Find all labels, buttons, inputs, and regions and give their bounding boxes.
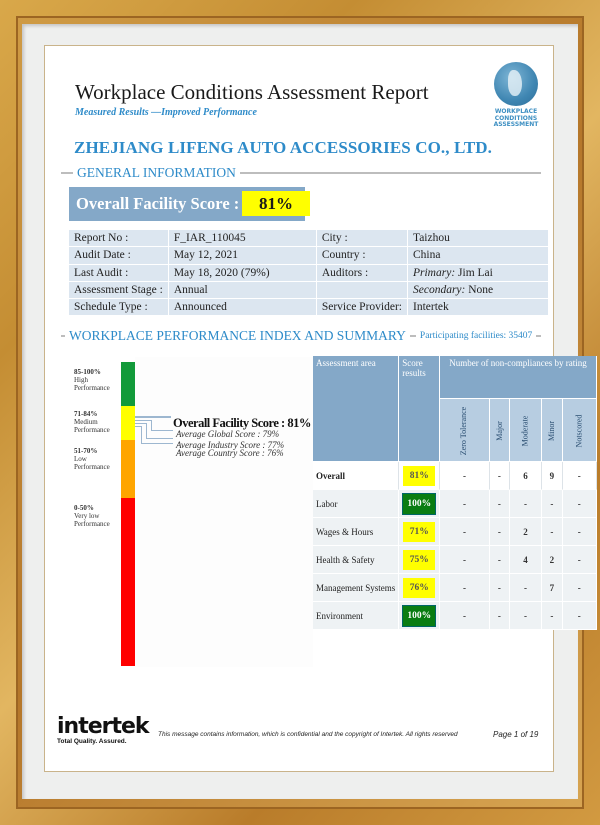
- info-value: Announced: [169, 299, 317, 316]
- non-compliance-count: -: [490, 490, 511, 518]
- score-badge: 75%: [403, 550, 435, 570]
- report-page: [45, 46, 587, 771]
- non-compliance-count: -: [510, 574, 542, 602]
- summary-row: [313, 518, 597, 546]
- non-compliance-count: 6: [510, 462, 542, 490]
- secondary-auditor: None: [468, 284, 494, 297]
- non-compliance-count: -: [440, 518, 489, 546]
- col-score-results: Score results: [399, 356, 440, 462]
- wca-logo-text: [485, 109, 547, 129]
- info-value: Taizhou: [408, 230, 549, 247]
- col-minor: [542, 399, 563, 462]
- non-compliance-count: -: [542, 602, 563, 630]
- non-compliance-count: -: [563, 602, 597, 630]
- band-label-low: [74, 447, 110, 471]
- wca-logo-line: WORKPLACE: [494, 108, 538, 115]
- connector-line: [135, 420, 151, 421]
- col-major: [490, 399, 511, 462]
- col-zero-tolerance: [440, 399, 489, 462]
- non-compliance-count: -: [563, 546, 597, 574]
- non-compliance-count: -: [510, 490, 542, 518]
- assessment-area: Environment: [313, 602, 399, 630]
- score-badge: 100%: [402, 605, 436, 627]
- non-compliance-count: -: [542, 490, 563, 518]
- band-name: Very low: [74, 512, 100, 520]
- summary-row: [313, 602, 597, 630]
- non-compliance-count: -: [490, 518, 511, 546]
- score-cell: [399, 546, 440, 574]
- wca-logo-line: CONDITIONS: [494, 114, 538, 122]
- info-label: Audit Date :: [69, 247, 169, 264]
- non-compliance-count: -: [490, 574, 511, 602]
- col-moderate: [510, 399, 542, 462]
- overall-facility-score-text: Overall Facility Score : 81%: [173, 416, 311, 430]
- info-label: Assessment Stage :: [69, 282, 169, 299]
- band-range: 51-70%: [74, 447, 98, 455]
- company-name: ZHEJIANG LIFENG AUTO ACCESSORIES CO., LTD.: [74, 138, 492, 157]
- divider: [240, 172, 541, 174]
- col-notscored: [563, 399, 597, 462]
- non-compliance-count: -: [490, 546, 511, 574]
- non-compliance-count: -: [563, 518, 597, 546]
- assessment-area: Labor: [313, 490, 399, 518]
- band-name: High: [74, 376, 88, 384]
- info-value-prefix: Secondary:: [412, 284, 466, 297]
- report-subtitle: Measured Results —Improved Performance: [75, 107, 257, 118]
- band-label-medium: [74, 410, 110, 434]
- score-cell: [399, 490, 440, 518]
- non-compliance-count: -: [542, 518, 563, 546]
- intertek-logo: [57, 716, 149, 745]
- overall-score-marker: [135, 416, 171, 418]
- info-value-prefix: Primary:: [412, 266, 456, 279]
- info-row: [69, 230, 549, 247]
- assessment-area: Wages & Hours: [313, 518, 399, 546]
- rating-label: Minor: [546, 420, 556, 441]
- band-very-low: [121, 498, 135, 666]
- info-value: [408, 265, 549, 282]
- scale-background: [135, 357, 313, 667]
- non-compliance-count: -: [563, 490, 597, 518]
- score-badge: 71%: [403, 522, 435, 542]
- band-name: Performance: [74, 384, 110, 392]
- non-compliance-count: -: [440, 574, 489, 602]
- rating-label: Notscored: [574, 414, 584, 447]
- band-name: Performance: [74, 520, 110, 528]
- wca-globe-icon: [494, 62, 538, 106]
- non-compliance-count: 2: [542, 546, 563, 574]
- summary-row: [313, 462, 597, 490]
- non-compliance-count: -: [510, 602, 542, 630]
- non-compliance-count: -: [440, 462, 489, 490]
- info-value: Intertek: [408, 299, 549, 316]
- assessment-area: Management Systems: [313, 574, 399, 602]
- band-medium: [121, 406, 135, 440]
- band-label-high: [74, 368, 110, 392]
- wca-logo-line: ASSESSMENT: [493, 121, 539, 128]
- info-value: May 18, 2020 (79%): [169, 265, 317, 282]
- overall-score-value: 81%: [242, 191, 310, 216]
- assessment-area: Overall: [313, 462, 399, 490]
- band-name: Medium: [74, 418, 98, 426]
- rating-label: Major: [494, 420, 504, 441]
- confidentiality-message: This message contains information, which is confidential and the copyright of Intertek. All rights reserved: [158, 731, 458, 738]
- participating-facilities: Participating facilities: 35407: [419, 331, 533, 341]
- general-information-heading: [61, 165, 541, 181]
- score-badge: 81%: [403, 466, 435, 486]
- non-compliance-count: -: [490, 462, 511, 490]
- info-label: City :: [317, 230, 408, 247]
- divider: [61, 172, 73, 174]
- score-cell: [399, 602, 440, 630]
- summary-row: [313, 546, 597, 574]
- connector-line: [151, 420, 152, 430]
- score-badge: 100%: [402, 493, 436, 515]
- rating-label: Zero Tolerance: [459, 406, 469, 455]
- non-compliance-count: -: [440, 602, 489, 630]
- band-name: Performance: [74, 426, 110, 434]
- connector-line: [146, 423, 147, 438]
- score-badge: 76%: [403, 578, 435, 598]
- summary-header-row: [313, 356, 597, 399]
- non-compliance-count: -: [440, 490, 489, 518]
- average-global-score: Average Global Score : 79%: [176, 429, 280, 439]
- overall-score-label: Overall Facility Score :: [76, 194, 240, 213]
- col-non-compliances: Number of non-compliances by rating: [440, 356, 596, 399]
- intertek-tagline: Total Quality. Assured.: [57, 738, 127, 745]
- connector-line: [151, 430, 173, 431]
- report-title: Workplace Conditions Assessment Report: [75, 80, 429, 104]
- info-label: Last Audit :: [69, 265, 169, 282]
- info-row: [69, 247, 549, 264]
- band-name: Performance: [74, 463, 110, 471]
- section-title: WORKPLACE PERFORMANCE INDEX AND SUMMARY: [69, 328, 406, 343]
- info-value: China: [408, 247, 549, 264]
- score-cell: [399, 518, 440, 546]
- info-value: Annual: [169, 282, 317, 299]
- score-cell: [399, 574, 440, 602]
- info-value: F_IAR_110045: [169, 230, 317, 247]
- summary-table: [313, 356, 597, 630]
- band-range: 0-50%: [74, 504, 94, 512]
- non-compliance-count: -: [563, 462, 597, 490]
- band-label-very-low: [74, 504, 110, 528]
- col-assessment-area: Assessment area: [313, 356, 399, 462]
- non-compliance-count: -: [490, 602, 511, 630]
- band-low: [121, 440, 135, 498]
- non-compliance-count: -: [440, 546, 489, 574]
- info-value: May 12, 2021: [169, 247, 317, 264]
- info-label: Country :: [317, 247, 408, 264]
- non-compliance-count: 2: [510, 518, 542, 546]
- band-high: [121, 362, 135, 406]
- page-number: Page 1 of 19: [493, 730, 539, 739]
- primary-auditor: Jim Lai: [458, 266, 493, 279]
- non-compliance-count: -: [563, 574, 597, 602]
- band-range: 71-84%: [74, 410, 98, 418]
- summary-row: [313, 574, 597, 602]
- divider: [536, 335, 541, 337]
- connector-line: [141, 443, 173, 444]
- rating-label: Moderate: [520, 415, 530, 446]
- info-row: [69, 265, 549, 282]
- info-row: [69, 282, 549, 299]
- info-label: Service Provider:: [317, 299, 408, 316]
- connector-line: [135, 423, 146, 424]
- info-label: Schedule Type :: [69, 299, 169, 316]
- band-range: 85-100%: [74, 368, 101, 376]
- wca-logo: [485, 62, 547, 138]
- info-label: [317, 282, 408, 299]
- info-row: [69, 299, 549, 316]
- connector-line: [146, 438, 173, 439]
- info-value: [408, 282, 549, 299]
- connector-line: [141, 426, 142, 443]
- intertek-brand: intertek: [57, 714, 149, 739]
- general-info-table: [69, 230, 549, 316]
- section-title: GENERAL INFORMATION: [77, 165, 236, 180]
- info-label: Auditors :: [317, 265, 408, 282]
- non-compliance-count: 7: [542, 574, 563, 602]
- summary-row: [313, 490, 597, 518]
- non-compliance-count: 9: [542, 462, 563, 490]
- average-industry-score: Average Industry Score : 77%: [176, 440, 285, 450]
- assessment-area: Health & Safety: [313, 546, 399, 574]
- info-label: Report No :: [69, 230, 169, 247]
- average-country-score: Average Country Score : 76%: [176, 448, 284, 458]
- performance-index-heading: [61, 328, 541, 344]
- overall-score-box: [69, 187, 305, 221]
- non-compliance-count: 4: [510, 546, 542, 574]
- band-name: Low: [74, 455, 87, 463]
- score-cell: [399, 462, 440, 490]
